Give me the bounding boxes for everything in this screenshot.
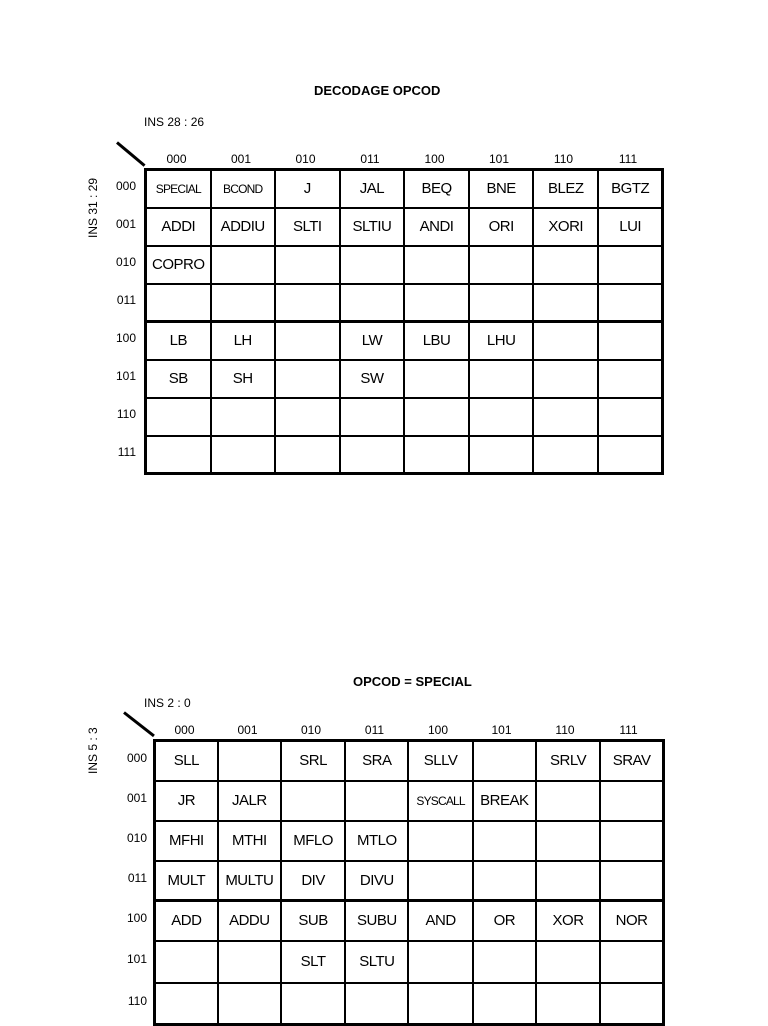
table1-cell-111-000 — [146, 436, 211, 474]
table1-row-101 — [146, 360, 663, 398]
table2-row-000 — [155, 741, 664, 781]
table1-cell-110-000 — [146, 398, 211, 436]
table1-cell-001-011: SLTIU — [340, 208, 404, 246]
table1-row-011 — [146, 284, 663, 322]
table1-cell-101-100 — [404, 360, 469, 398]
table1-cell-001-101: ORI — [469, 208, 533, 246]
table2-cell-010-111 — [600, 821, 663, 861]
table2-cell-110-001 — [218, 983, 281, 1025]
table1-cell-011-100 — [404, 284, 469, 322]
table1-cell-011-011 — [340, 284, 404, 322]
table1-col-header-101: 101 — [488, 152, 510, 166]
table2-cell-000-110: SRLV — [536, 741, 600, 781]
table1-cell-000-011: JAL — [340, 170, 404, 208]
table1-opcode-grid — [144, 168, 664, 475]
table2-row-header-101: 101 — [126, 952, 147, 966]
table2-title: OPCOD = SPECIAL — [353, 674, 472, 689]
table1-cell-101-001: SH — [211, 360, 275, 398]
table2-cell-000-111: SRAV — [600, 741, 663, 781]
table1-row-000 — [146, 170, 663, 208]
table1-cell-111-111 — [598, 436, 662, 474]
table2-cell-011-001: MULTU — [218, 861, 281, 901]
table2-cell-101-100 — [408, 941, 472, 983]
table1-col-header-000: 000 — [166, 152, 187, 166]
table1-cell-111-001 — [211, 436, 275, 474]
table1-cell-100-010 — [275, 322, 340, 360]
table2-cell-001-101: BREAK — [473, 781, 536, 821]
table1-col-header-111: 111 — [618, 152, 638, 166]
table1-cell-010-001 — [211, 246, 275, 284]
table1-cell-001-000: ADDI — [146, 208, 211, 246]
table2-cell-011-111 — [600, 861, 663, 901]
table2-row-header-001: 001 — [126, 791, 147, 805]
table2-col-header-110: 110 — [555, 723, 575, 737]
table2-cell-110-010 — [281, 983, 345, 1025]
table2-cell-011-010: DIV — [281, 861, 345, 901]
table1-cell-110-010 — [275, 398, 340, 436]
table2-cell-011-011: DIVU — [345, 861, 408, 901]
table2-cell-000-010: SRL — [281, 741, 345, 781]
table2-cell-101-000 — [155, 941, 218, 983]
table2-cell-001-011 — [345, 781, 408, 821]
table2-row-001 — [155, 781, 664, 821]
table1-cell-100-101: LHU — [469, 322, 533, 360]
table2-col-header-011: 011 — [364, 723, 385, 737]
table1-cell-010-000: COPRO — [146, 246, 211, 284]
table1-cell-010-111 — [598, 246, 662, 284]
table2-row-header-000: 000 — [126, 751, 147, 765]
table2-cell-000-011: SRA — [345, 741, 408, 781]
table2-cell-001-010 — [281, 781, 345, 821]
table1-cell-001-110: XORI — [533, 208, 598, 246]
table1-row-110 — [146, 398, 663, 436]
table2-cell-101-110 — [536, 941, 600, 983]
table1-cell-111-101 — [469, 436, 533, 474]
table1-cell-101-011: SW — [340, 360, 404, 398]
table2-cell-101-010: SLT — [281, 941, 345, 983]
table1-cell-111-100 — [404, 436, 469, 474]
table1-row-001 — [146, 208, 663, 246]
table1-cell-010-011 — [340, 246, 404, 284]
table1-cell-100-000: LB — [146, 322, 211, 360]
table1-cell-011-110 — [533, 284, 598, 322]
table2-cell-110-011 — [345, 983, 408, 1025]
table2-cell-010-011: MTLO — [345, 821, 408, 861]
table1-corner-diagonal — [116, 141, 146, 166]
table2-row-100 — [155, 901, 664, 941]
table1-cell-111-011 — [340, 436, 404, 474]
table1-cell-100-001: LH — [211, 322, 275, 360]
table1-row-header-101: 101 — [115, 369, 136, 383]
table2-corner-diagonal — [123, 711, 155, 737]
table1-col-header-001: 001 — [230, 152, 252, 166]
table1-col-header-011: 011 — [360, 152, 380, 166]
table1-col-header-010: 010 — [295, 152, 316, 166]
table2-cell-100-010: SUB — [281, 901, 345, 941]
table2-cell-010-110 — [536, 821, 600, 861]
table1-cell-101-101 — [469, 360, 533, 398]
table1-cell-011-000 — [146, 284, 211, 322]
table2-cell-101-101 — [473, 941, 536, 983]
table1-cell-011-001 — [211, 284, 275, 322]
table1-cell-000-110: BLEZ — [533, 170, 598, 208]
table2-row-header-100: 100 — [126, 911, 147, 925]
table2-row-011 — [155, 861, 664, 901]
table2-row-101 — [155, 941, 664, 983]
table1-row-axis-label: INS 31 : 29 — [86, 177, 100, 238]
table2-col-header-101: 101 — [491, 723, 512, 737]
table1-cell-011-010 — [275, 284, 340, 322]
table2-cell-010-000: MFHI — [155, 821, 218, 861]
table2-cell-100-001: ADDU — [218, 901, 281, 941]
table2-cell-100-110: XOR — [536, 901, 600, 941]
table2-cell-100-000: ADD — [155, 901, 218, 941]
table1-col-header-110: 110 — [553, 152, 574, 166]
table2-cell-000-001 — [218, 741, 281, 781]
table1-cell-110-011 — [340, 398, 404, 436]
table1-row-header-011: 011 — [116, 293, 136, 307]
table1-cell-010-101 — [469, 246, 533, 284]
table2-cell-100-101: OR — [473, 901, 536, 941]
table2-cell-101-011: SLTU — [345, 941, 408, 983]
table1-row-header-100: 100 — [115, 331, 136, 345]
table2-cell-000-100: SLLV — [408, 741, 472, 781]
table2-cell-110-100 — [408, 983, 472, 1025]
table1-row-header-110: 110 — [116, 407, 136, 421]
table2-col-header-100: 100 — [427, 723, 449, 737]
table2-cell-011-000: MULT — [155, 861, 218, 901]
table1-cell-100-111 — [598, 322, 662, 360]
table1-cell-010-100 — [404, 246, 469, 284]
table1-cell-110-001 — [211, 398, 275, 436]
table1-row-header-000: 000 — [115, 179, 136, 193]
table2-cell-001-000: JR — [155, 781, 218, 821]
table2-cell-010-101 — [473, 821, 536, 861]
table2-cell-001-001: JALR — [218, 781, 281, 821]
table1-row-header-001: 001 — [115, 217, 136, 231]
table1-row-100 — [146, 322, 663, 360]
table2-cell-010-100 — [408, 821, 472, 861]
table1-col-axis-label: INS 28 : 26 — [144, 115, 205, 129]
table1-cell-001-010: SLTI — [275, 208, 340, 246]
table2-col-axis-label: INS 2 : 0 — [144, 696, 191, 710]
table2-row-header-110: 110 — [127, 994, 147, 1008]
table2-cell-110-110 — [536, 983, 600, 1025]
table2-row-010 — [155, 821, 664, 861]
table1-cell-100-011: LW — [340, 322, 404, 360]
table1-cell-000-001: BCOND — [211, 170, 275, 208]
table1-row-010 — [146, 246, 663, 284]
table2-special-grid — [153, 739, 665, 1026]
table2-cell-001-110 — [536, 781, 600, 821]
table2-col-header-111: 111 — [619, 723, 638, 737]
table2-col-header-000: 000 — [174, 723, 195, 737]
table2-row-header-010: 010 — [126, 831, 147, 845]
table1-cell-101-111 — [598, 360, 662, 398]
table2-cell-100-011: SUBU — [345, 901, 408, 941]
table1-cell-000-101: BNE — [469, 170, 533, 208]
table1-cell-110-101 — [469, 398, 533, 436]
table2-cell-000-000: SLL — [155, 741, 218, 781]
table2-cell-110-000 — [155, 983, 218, 1025]
table1-cell-110-110 — [533, 398, 598, 436]
table1-cell-000-111: BGTZ — [598, 170, 662, 208]
table1-cell-110-111 — [598, 398, 662, 436]
table1-cell-000-000: SPECIAL — [146, 170, 211, 208]
table2-row-axis-label: INS 5 : 3 — [86, 727, 100, 774]
table2-cell-100-100: AND — [408, 901, 472, 941]
table1-row-header-111: 111 — [117, 445, 136, 459]
table2-cell-010-001: MTHI — [218, 821, 281, 861]
table1-cell-001-111: LUI — [598, 208, 662, 246]
table1-cell-000-100: BEQ — [404, 170, 469, 208]
table1-cell-001-001: ADDIU — [211, 208, 275, 246]
table1-row-111 — [146, 436, 663, 474]
table2-cell-110-101 — [473, 983, 536, 1025]
table1-cell-010-110 — [533, 246, 598, 284]
table2-cell-011-110 — [536, 861, 600, 901]
table1-cell-011-111 — [598, 284, 662, 322]
table1-cell-111-110 — [533, 436, 598, 474]
table2-col-header-010: 010 — [300, 723, 322, 737]
table1-cell-111-010 — [275, 436, 340, 474]
table1-cell-100-100: LBU — [404, 322, 469, 360]
table1-cell-000-010: J — [275, 170, 340, 208]
table2-cell-001-111 — [600, 781, 663, 821]
table1-title: DECODAGE OPCOD — [314, 83, 441, 98]
table2-cell-000-101 — [473, 741, 536, 781]
table2-cell-101-111 — [600, 941, 663, 983]
table2-row-110 — [155, 983, 664, 1025]
table1-cell-010-010 — [275, 246, 340, 284]
table2-cell-100-111: NOR — [600, 901, 663, 941]
table2-cell-011-100 — [408, 861, 472, 901]
table2-cell-110-111 — [600, 983, 663, 1025]
table2-col-header-001: 001 — [237, 723, 258, 737]
table1-cell-101-010 — [275, 360, 340, 398]
table1-cell-011-101 — [469, 284, 533, 322]
table2-row-header-011: 011 — [127, 871, 147, 885]
table1-cell-101-000: SB — [146, 360, 211, 398]
table2-cell-001-100: SYSCALL — [408, 781, 472, 821]
table1-col-header-100: 100 — [424, 152, 445, 166]
table1-cell-110-100 — [404, 398, 469, 436]
table1-cell-100-110 — [533, 322, 598, 360]
table2-cell-011-101 — [473, 861, 536, 901]
table2-cell-010-010: MFLO — [281, 821, 345, 861]
table1-row-header-010: 010 — [115, 255, 136, 269]
table1-cell-001-100: ANDI — [404, 208, 469, 246]
table1-cell-101-110 — [533, 360, 598, 398]
table2-cell-101-001 — [218, 941, 281, 983]
